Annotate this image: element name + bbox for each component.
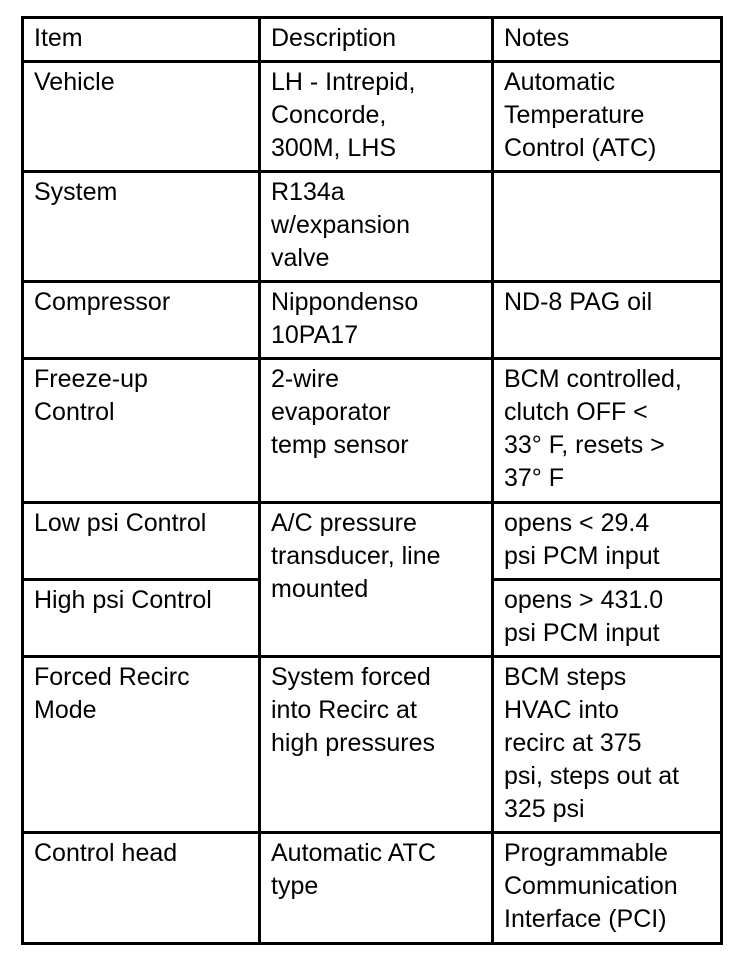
cell-notes: Automatic Temperature Control (ATC)	[493, 62, 722, 172]
cell-description: A/C pressure transducer, line mounted	[260, 503, 493, 657]
cell-description: System forced into Recirc at high pressures	[260, 657, 493, 833]
cell-notes: ND-8 PAG oil	[493, 282, 722, 359]
table-row	[23, 503, 722, 580]
cell-notes: opens < 29.4 psi PCM input	[493, 503, 722, 580]
cell-item: Control head	[23, 833, 260, 944]
spec-table	[21, 16, 723, 945]
header-description: Description	[260, 18, 493, 62]
table-row	[23, 282, 722, 359]
table-header-row	[23, 18, 722, 62]
cell-item: Low psi Control	[23, 503, 260, 580]
cell-notes: BCM steps HVAC into recirc at 375 psi, steps out at 325 psi	[493, 657, 722, 833]
cell-item: System	[23, 172, 260, 282]
cell-item: Vehicle	[23, 62, 260, 172]
table-row	[23, 657, 722, 833]
cell-notes	[493, 172, 722, 282]
cell-description: LH - Intrepid, Concorde, 300M, LHS	[260, 62, 493, 172]
cell-notes: opens > 431.0 psi PCM input	[493, 580, 722, 657]
table-row	[23, 62, 722, 172]
cell-item: Compressor	[23, 282, 260, 359]
table-row	[23, 359, 722, 503]
table-row	[23, 833, 722, 944]
cell-item: High psi Control	[23, 580, 260, 657]
cell-notes: BCM controlled, clutch OFF < 33° F, resets > 37° F	[493, 359, 722, 503]
cell-item: Forced Recirc Mode	[23, 657, 260, 833]
header-item: Item	[23, 18, 260, 62]
cell-description: R134a w/expansion valve	[260, 172, 493, 282]
cell-description: Nippondenso 10PA17	[260, 282, 493, 359]
cell-description: Automatic ATC type	[260, 833, 493, 944]
cell-item: Freeze-up Control	[23, 359, 260, 503]
header-notes: Notes	[493, 18, 722, 62]
cell-description: 2-wire evaporator temp sensor	[260, 359, 493, 503]
table-row	[23, 172, 722, 282]
cell-notes: Programmable Communication Interface (PCI)	[493, 833, 722, 944]
